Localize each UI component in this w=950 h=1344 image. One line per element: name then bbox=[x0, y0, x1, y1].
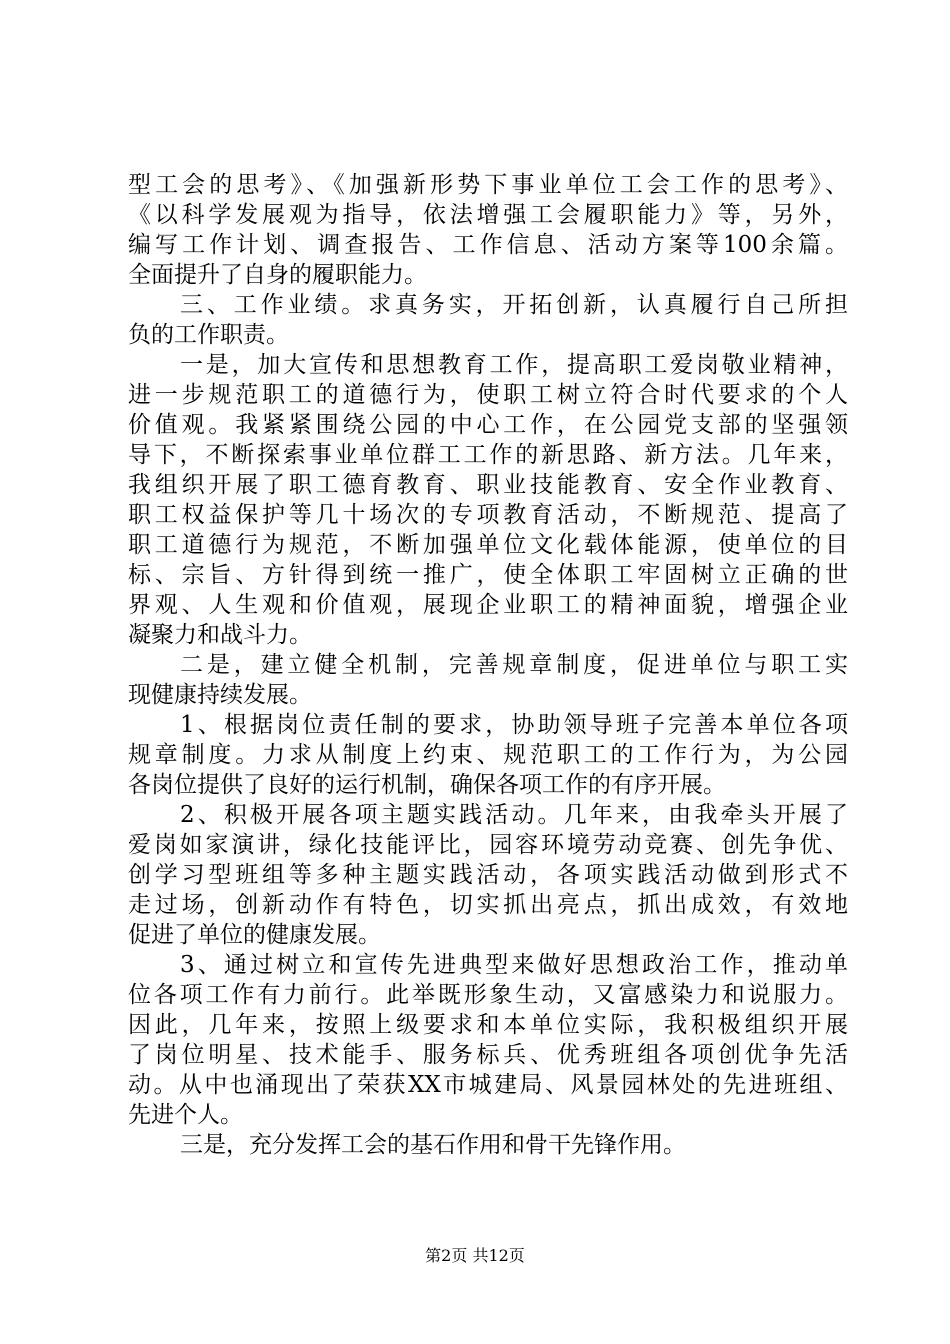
text-line: 界观、人生观和价值观，展现企业职工的精神面貌，增强企业 bbox=[128, 592, 848, 618]
text-line: 二是，建立健全机制，完善规章制度，促进单位与职工实 bbox=[180, 652, 848, 678]
page-footer: 第2页 共12页 bbox=[425, 1246, 525, 1265]
text-line: 进一步规范职工的道德行为，使职工树立符合时代要求的个人 bbox=[128, 382, 848, 408]
text-line: 编写工作计划、调查报告、工作信息、活动方案等100余篇。 bbox=[128, 232, 848, 258]
text-line: 规章制度。力求从制度上约束、规范职工的工作行为，为公园 bbox=[128, 742, 848, 768]
text-line: 位各项工作有力前行。此举既形象生动，又富感染力和说服力。 bbox=[128, 982, 848, 1008]
text-line: 一是，加大宣传和思想教育工作，提高职工爱岗敬业精神， bbox=[180, 352, 848, 378]
text-line: 因此，几年来，按照上级要求和本单位实际，我积极组织开展 bbox=[128, 1012, 848, 1038]
text-line: 我组织开展了职工德育教育、职业技能教育、安全作业教育、 bbox=[128, 472, 848, 498]
text-line: 三、工作业绩。求真务实，开拓创新，认真履行自己所担 bbox=[180, 292, 848, 318]
text-line: 全面提升了自身的履职能力。 bbox=[128, 262, 427, 288]
text-line: 现健康持续发展。 bbox=[128, 682, 312, 708]
text-line: 创学习型班组等多种主题实践活动，各项实践活动做到形式不 bbox=[128, 862, 848, 888]
text-line: 3、通过树立和宣传先进典型来做好思想政治工作，推动单 bbox=[180, 952, 848, 978]
text-line: 动。从中也涌现出了荣获XX市城建局、风景园林处的先进班组、 bbox=[128, 1072, 848, 1098]
text-line: 1、根据岗位责任制的要求，协助领导班子完善本单位各项 bbox=[180, 712, 848, 738]
text-line: 走过场，创新动作有特色，切实抓出亮点，抓出成效，有效地 bbox=[128, 892, 848, 918]
text-line: 凝聚力和战斗力。 bbox=[128, 622, 312, 648]
text-line: 职工权益保护等几十场次的专项教育活动，不断规范、提高了 bbox=[128, 502, 848, 528]
text-line: 型工会的思考》、《加强新形势下事业单位工会工作的思考》、 bbox=[128, 172, 848, 198]
text-line: 促进了单位的健康发展。 bbox=[128, 922, 381, 948]
text-line: 各岗位提供了良好的运行机制，确保各项工作的有序开展。 bbox=[128, 772, 726, 798]
text-line: 价值观。我紧紧围绕公园的中心工作，在公园党支部的坚强领 bbox=[128, 412, 848, 438]
text-line: 标、宗旨、方针得到统一推广，使全体职工牢固树立正确的世 bbox=[128, 562, 848, 588]
document-body bbox=[128, 170, 848, 1160]
text-line: 负的工作职责。 bbox=[128, 322, 289, 348]
text-line: 爱岗如家演讲，绿化技能评比，园容环境劳动竞赛、创先争优、 bbox=[128, 832, 848, 858]
text-line: 导下，不断探索事业单位群工工作的新思路、新方法。几年来， bbox=[128, 442, 848, 468]
text-line: 2、积极开展各项主题实践活动。几年来，由我牵头开展了 bbox=[180, 802, 848, 828]
text-line: 先进个人。 bbox=[128, 1102, 243, 1128]
text-line: 职工道德行为规范，不断加强单位文化载体能源，使单位的目 bbox=[128, 532, 848, 558]
text-line: 了岗位明星、技术能手、服务标兵、优秀班组各项创优争先活 bbox=[128, 1042, 848, 1068]
text-line: 《以科学发展观为指导，依法增强工会履职能力》等，另外， bbox=[128, 202, 848, 228]
text-line: 三是，充分发挥工会的基石作用和骨干先锋作用。 bbox=[180, 1132, 686, 1158]
